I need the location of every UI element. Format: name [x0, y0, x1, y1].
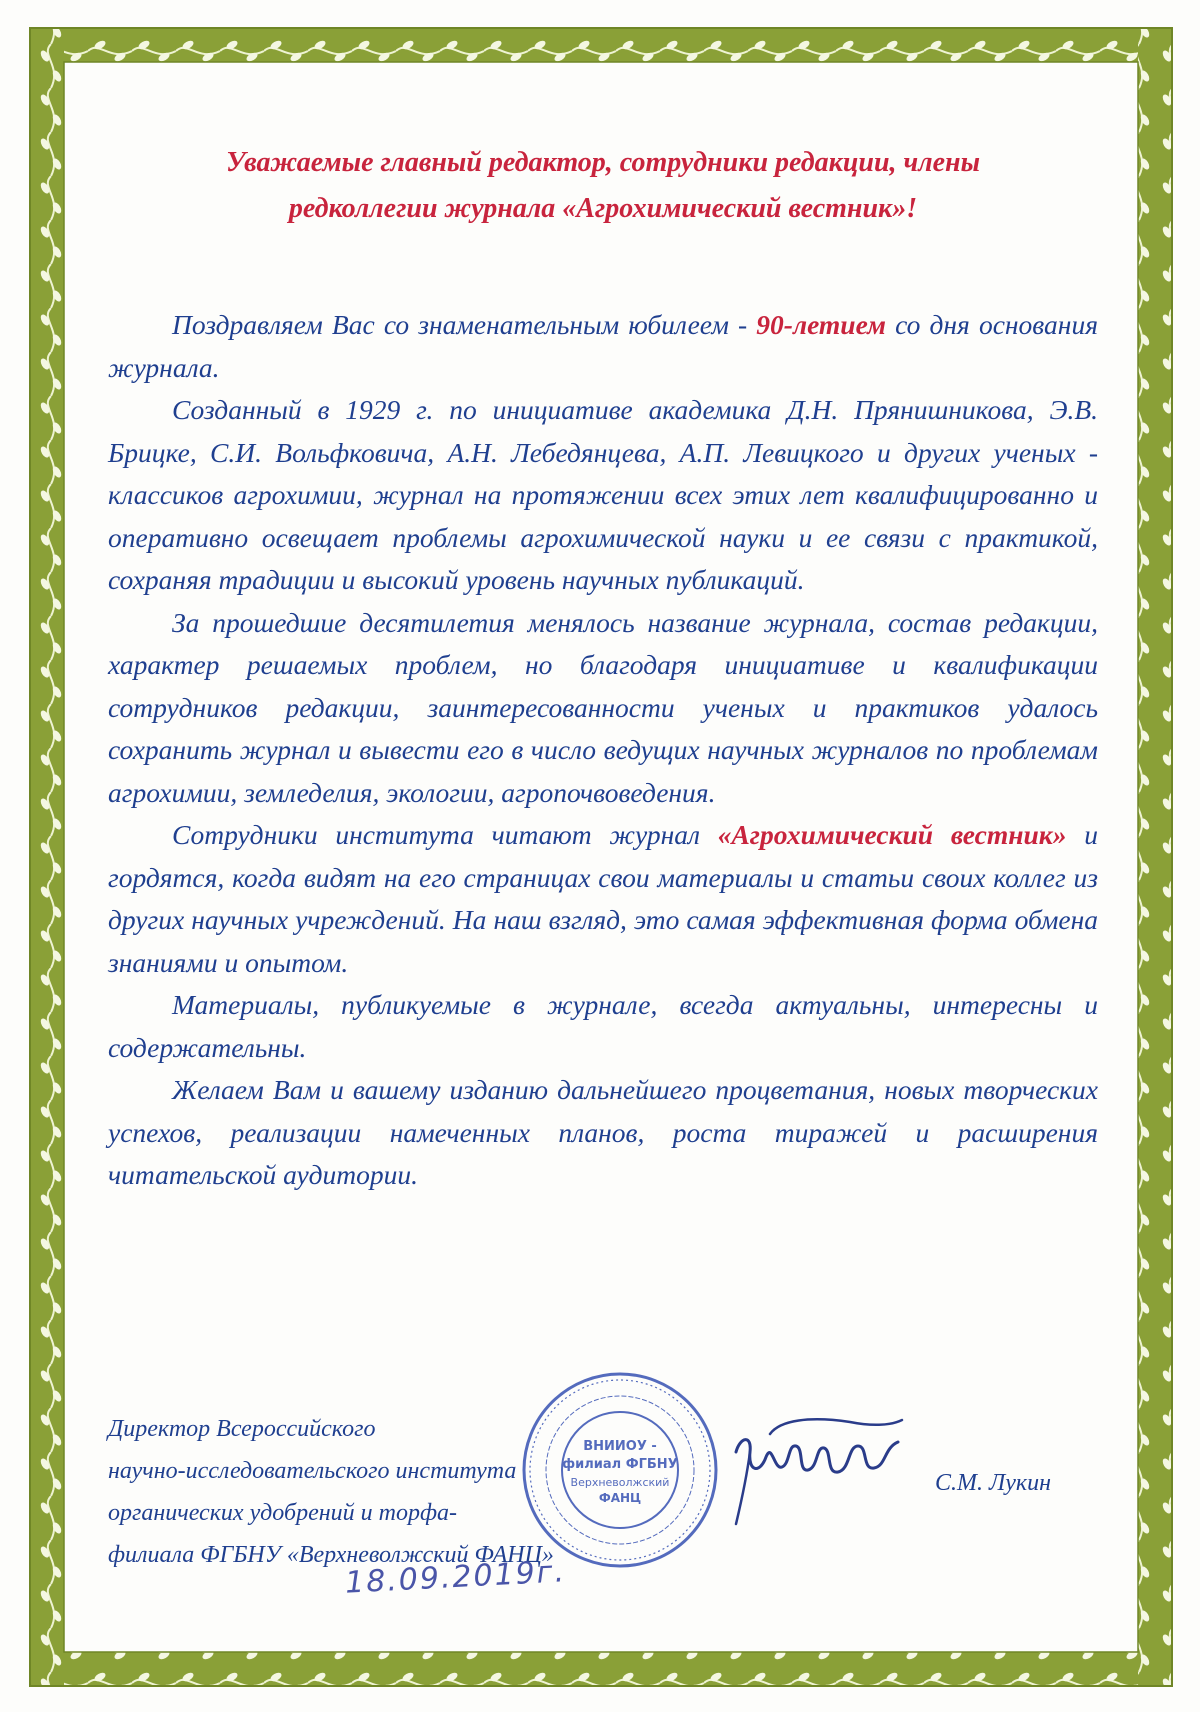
handwritten-signature — [730, 1412, 910, 1532]
signature-title-1: Директор Всероссийского — [108, 1416, 376, 1442]
paragraph-materials: Материалы, публикуемые в журнале, всегда актуальны, интересны и содержательны. — [108, 989, 1098, 1063]
stamp-center-4: ФАНЦ — [598, 1491, 642, 1505]
paragraph-4-text-end: и гордятся, когда видят на его страницах свои материалы и статьи своих коллег из других научных учреждений. На наш взгляд, это самая эффективная форма обмена знаниями и опытом. — [108, 819, 1098, 978]
stamp-center-1: ВНИИОУ - — [583, 1439, 657, 1454]
signatory-name: С.М. Лукин — [935, 1470, 1052, 1496]
signature-title-4: филиала ФГБНУ «Верхневолжский ФАНЦ» — [108, 1542, 554, 1568]
paragraph-1-text: Поздравляем Вас со знаменательным юбилеем - — [172, 309, 757, 340]
official-stamp — [520, 1370, 720, 1570]
signature-title-3: органических удобрений и торфа- — [108, 1500, 457, 1526]
paragraph-4-text: Сотрудники института читают журнал — [172, 819, 718, 850]
paragraph-1-text-end: со дня основания журнала. — [108, 309, 1098, 383]
paragraph-congratulation — [108, 304, 1098, 389]
handwritten-date: 18.09.2019г. — [344, 1554, 567, 1601]
paragraph-wishes: Желаем Вам и вашему изданию дальнейшего процветания, новых творческих успехов, реализации намеченных планов, роста тиражей и расширения читательской аудитории. — [108, 1074, 1098, 1190]
heading-line-1: Уважаемые главный редактор, сотрудники редакции, члены — [225, 147, 981, 178]
paragraph-history: Созданный в 1929 г. по инициативе академика Д.Н. Прянишникова, Э.В. Брицке, С.И. Вольфковича, А.Н. Лебедянцева, А.П. Левицкого и других ученых - классиков агрохимии, журнал на протяжении всех этих лет квалифицированно и оперативно освещает проблемы агрохимической науки и ее связи с практикой, сохраняя традиции и высокий уровень научных публикаций. — [108, 394, 1098, 595]
journal-name-highlight: «Агрохимический вестник» — [717, 819, 1067, 850]
signature-block — [108, 1408, 554, 1576]
letter-body — [108, 140, 1098, 1197]
paragraph-readers — [108, 814, 1098, 984]
letter-heading — [108, 140, 1098, 232]
stamp-center-2: филиал ФГБНУ — [562, 1457, 678, 1472]
signature-title-2: научно-исследовательского института — [108, 1458, 517, 1484]
stamp-center-3: Верхневолжский — [570, 1476, 670, 1489]
heading-line-2: редколлегии журнала «Агрохимический вестник»! — [288, 193, 918, 224]
body-text — [108, 304, 1098, 1197]
anniversary-highlight: 90-летием — [756, 309, 886, 340]
paragraph-decades: За прошедшие десятилетия менялось название журнала, состав редакции, характер решаемых проблем, но благодаря инициативе и квалификации сотрудников редакции, заинтересованности ученых и практиков удалось сохранить журнал и вывести его в число ведущих научных журналов по проблемам агрохимии, земледелия, экологии, агропочвоведения. — [108, 606, 1098, 808]
